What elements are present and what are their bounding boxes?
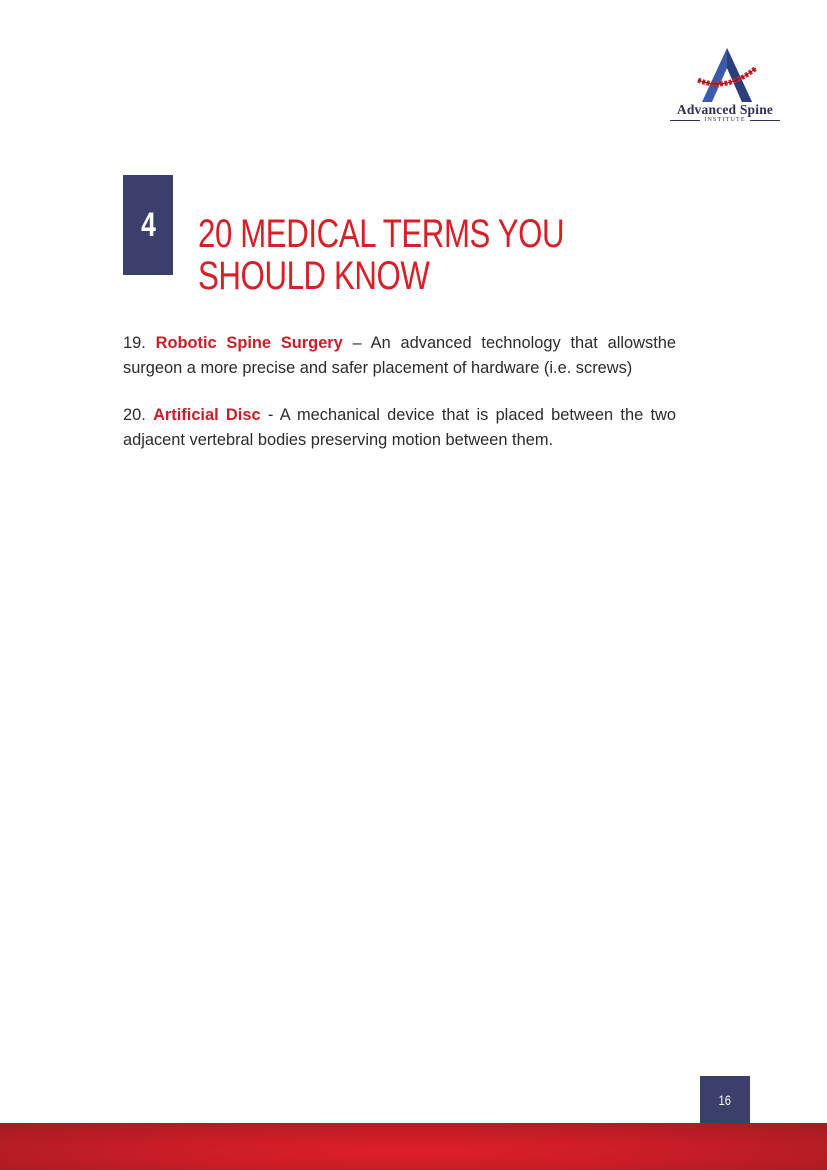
term-item-20	[123, 403, 676, 453]
spine-mountain-icon	[696, 46, 758, 102]
term-number: 20.	[123, 406, 146, 424]
term-name: Robotic Spine Surgery	[155, 334, 343, 352]
footer-band	[0, 1123, 827, 1170]
logo-name: Advanced Spine	[676, 102, 774, 117]
term-name: Artificial Disc	[153, 406, 261, 424]
logo-subtitle: INSTITUTE	[704, 117, 746, 123]
term-separator: –	[352, 334, 362, 352]
logo-subtitle-row	[666, 117, 784, 123]
term-definition: An advanced technology that allowsthe surgeon a more precise and safer placement of hardware (i.e. screws)	[123, 334, 676, 377]
chapter-number: 4	[140, 205, 156, 244]
advanced-spine-logo	[666, 46, 784, 126]
term-separator: -	[267, 406, 274, 424]
page-number-badge	[700, 1076, 750, 1123]
chapter-title-line-2: SHOULD KNOW	[198, 254, 430, 298]
logo-rule-left	[670, 120, 700, 121]
term-number: 19.	[123, 334, 146, 352]
chapter-title	[198, 213, 564, 297]
page-number: 16	[718, 1091, 732, 1108]
term-definition: A mechanical device that is placed between the two adjacent vertebral bodies preserving motion between them.	[123, 406, 676, 449]
chapter-number-badge	[123, 175, 173, 275]
terms-list	[123, 331, 676, 475]
chapter-title-line-1: 20 MEDICAL TERMS YOU	[198, 212, 565, 256]
term-item-19	[123, 331, 676, 381]
logo-rule-right	[750, 120, 780, 121]
